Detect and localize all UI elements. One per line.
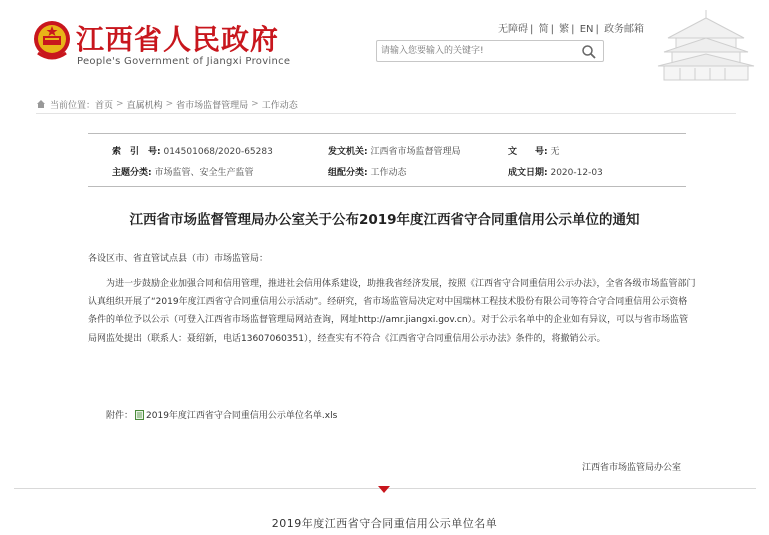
breadcrumb-direct-agencies[interactable]: 直属机构 <box>126 100 163 111</box>
breadcrumb-market-regulation[interactable]: 省市场监督管理局 <box>176 100 249 111</box>
attachment-label: 附件： <box>106 411 134 421</box>
site-subtitle: People's Government of Jiangxi Province <box>77 56 291 67</box>
accessibility-link[interactable]: 无障碍 <box>498 24 528 35</box>
attachment <box>106 408 337 421</box>
meta-category-key: 组配分类: <box>328 168 368 178</box>
meta-topic <box>112 165 254 178</box>
pointer-arrow-icon <box>378 486 390 494</box>
breadcrumb <box>36 95 298 113</box>
english-link[interactable]: EN <box>579 24 594 35</box>
meta-topic-value: 市场监管、安全生产监管 <box>154 168 254 178</box>
meta-category <box>328 165 407 178</box>
article-paragraph-text: 为进一步鼓励企业加强合同和信用管理，推进社会信用体系建设，助推我省经济发展，按照《江西省守合同重信用公示办法》，全省各级市场监管部门认真组织开展了“2019年度江西省守合同重信用公示活动”。经研究，省市场监管局决定对中国瑞林工程技术股份有限公司等符合守合同重信用公示资格条件的单位予以公示（可登入江西省市场监督管理局网站查询，网址http://amr.jiangxi.gov.cn）。对于公示名单中的企业如有异议，可以与省市场监管局网监处提出（联系人：聂绍新，电话13607060351），经查实有不符合《江西省守合同重信用公示办法》条件的，将撤销公示。 <box>88 279 696 344</box>
search-icon[interactable] <box>581 44 597 60</box>
meta-docno-value: 无 <box>550 147 560 157</box>
site-header <box>0 0 769 86</box>
meta-date-key: 成文日期: <box>508 168 548 178</box>
meta-topic-key: 主题分类: <box>112 168 152 178</box>
search-input[interactable] <box>381 43 571 59</box>
meta-date <box>508 165 603 178</box>
xls-file-icon <box>135 410 144 420</box>
meta-docno <box>508 144 560 157</box>
article-title: 江西省市场监督管理局办公室关于公布2019年度江西省守合同重信用公示单位的通知 <box>129 212 640 228</box>
traditional-chinese-link[interactable]: 繁 <box>559 24 570 35</box>
meta-issuer-value: 江西省市场监督管理局 <box>370 147 461 157</box>
document-meta <box>88 133 686 187</box>
breadcrumb-separator: > <box>165 99 174 109</box>
breadcrumb-separator: > <box>116 99 124 109</box>
attachment-link[interactable]: 2019年度江西省守合同重信用公示单位名单.xls <box>146 411 338 421</box>
article-greeting: 各设区市、省直管试点县（市）市场监管局： <box>88 254 269 264</box>
article-paragraph <box>88 275 696 348</box>
meta-index <box>112 144 273 157</box>
breadcrumb-label: 当前位置： <box>50 100 96 111</box>
search-box <box>376 40 604 62</box>
national-emblem-icon <box>32 19 72 63</box>
meta-index-key: 索 引 号: <box>112 147 161 157</box>
meta-index-value: 014501068/2020-65283 <box>163 147 273 157</box>
image-caption: 2019年度江西省守合同重信用公示单位名单 <box>271 517 498 530</box>
site-title[interactable]: 江西省人民政府 <box>76 23 280 56</box>
meta-issuer-key: 发文机关: <box>328 147 368 157</box>
pavilion-illustration <box>650 8 762 86</box>
meta-date-value: 2020-12-03 <box>550 168 603 178</box>
breadcrumb-divider <box>36 113 736 114</box>
meta-docno-key: 文 号: <box>508 147 548 157</box>
utility-links: 无障碍 | 简 | 繁 | EN | 政务邮箱 <box>498 24 645 35</box>
meta-issuer <box>328 144 461 157</box>
article-signer: 江西省市场监管局办公室 <box>582 463 682 473</box>
simplified-chinese-link[interactable]: 简 <box>538 24 549 35</box>
breadcrumb-home[interactable]: 首页 <box>95 100 114 111</box>
breadcrumb-separator: > <box>251 99 259 109</box>
breadcrumb-work-news[interactable]: 工作动态 <box>261 100 298 111</box>
gov-mail-link[interactable]: 政务邮箱 <box>604 24 645 35</box>
meta-category-value: 工作动态 <box>370 168 407 178</box>
home-icon <box>36 99 46 109</box>
